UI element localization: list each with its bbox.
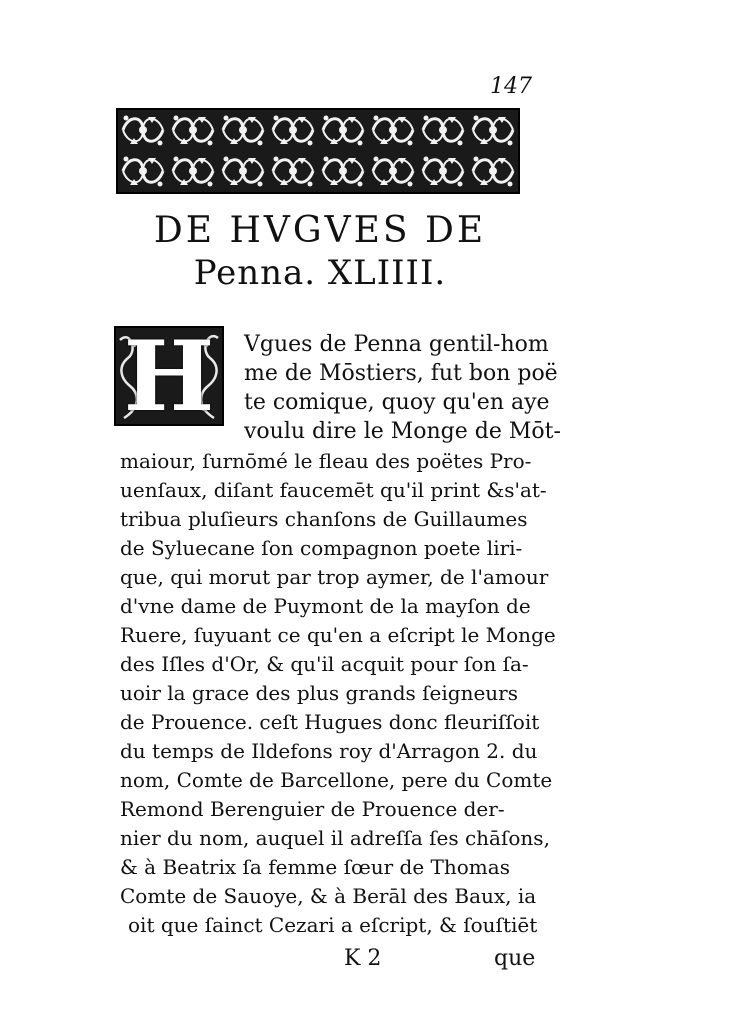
text-line: me de Mōstiers, fut bon poë — [244, 361, 558, 386]
chapter-title — [110, 210, 530, 294]
text-line: Comte de Sauoye, & à Berāl des Baux, ia — [120, 884, 537, 908]
text-line: uenſaux, diſant faucemēt qu'il print &s'at- — [120, 478, 547, 502]
text-line: & à Beatrix ſa femme ſœur de Thomas — [120, 855, 510, 879]
text-line: tribua pluſieurs chanſons de Guillaumes — [120, 507, 528, 531]
page-number: 147 — [490, 74, 532, 99]
text-line: nom, Comte de Barcellone, pere du Comte — [120, 768, 553, 792]
text-line: nier du nom, auquel il adreſſa ſes chāſons, — [120, 826, 550, 850]
drop-cap-letter: H — [123, 326, 215, 426]
text-line: des Iſles d'Or, & qu'il acquit pour ſon ſa- — [120, 652, 529, 676]
chapter-title-line2: Penna. XLIIII. — [193, 253, 447, 293]
text-line: du temps de Ildefons roy d'Arragon 2. du — [120, 739, 538, 763]
chapter-title-line1: DE HVGVES DE — [153, 210, 487, 251]
text-line: oit que ſainct Cezari a eſcript, & ſouſtiēt — [128, 913, 538, 937]
text-line: voulu dire le Monge de Mōt- — [244, 419, 561, 444]
text-line: que, qui morut par trop aymer, de l'amour — [120, 565, 549, 589]
text-line: te comique, quoy qu'en aye — [244, 390, 550, 415]
text-line: maiour, ſurnōmé le fleau des poëtes Pro- — [120, 449, 532, 473]
text-line: d'vne dame de Puymont de la mayſon de — [120, 594, 531, 618]
text-line: uoir la grace des plus grands ſeigneurs — [120, 681, 519, 705]
signature-mark: K 2 — [344, 946, 382, 971]
drop-cap-initial — [114, 326, 224, 426]
text-line: Ruere, ſuyuant ce qu'en a eſcript le Monge — [120, 623, 556, 647]
catchword: que — [494, 946, 536, 971]
ornamental-headpiece — [116, 108, 520, 194]
text-line: Remond Berenguier de Prouence der- — [120, 797, 505, 821]
text-line: de Prouence. ceſt Hugues donc fleuriſſoit — [120, 710, 540, 734]
text-line: de Syluecane ſon compagnon poete liri- — [120, 536, 523, 560]
text-line: Vgues de Penna gentil-hom — [244, 332, 549, 357]
